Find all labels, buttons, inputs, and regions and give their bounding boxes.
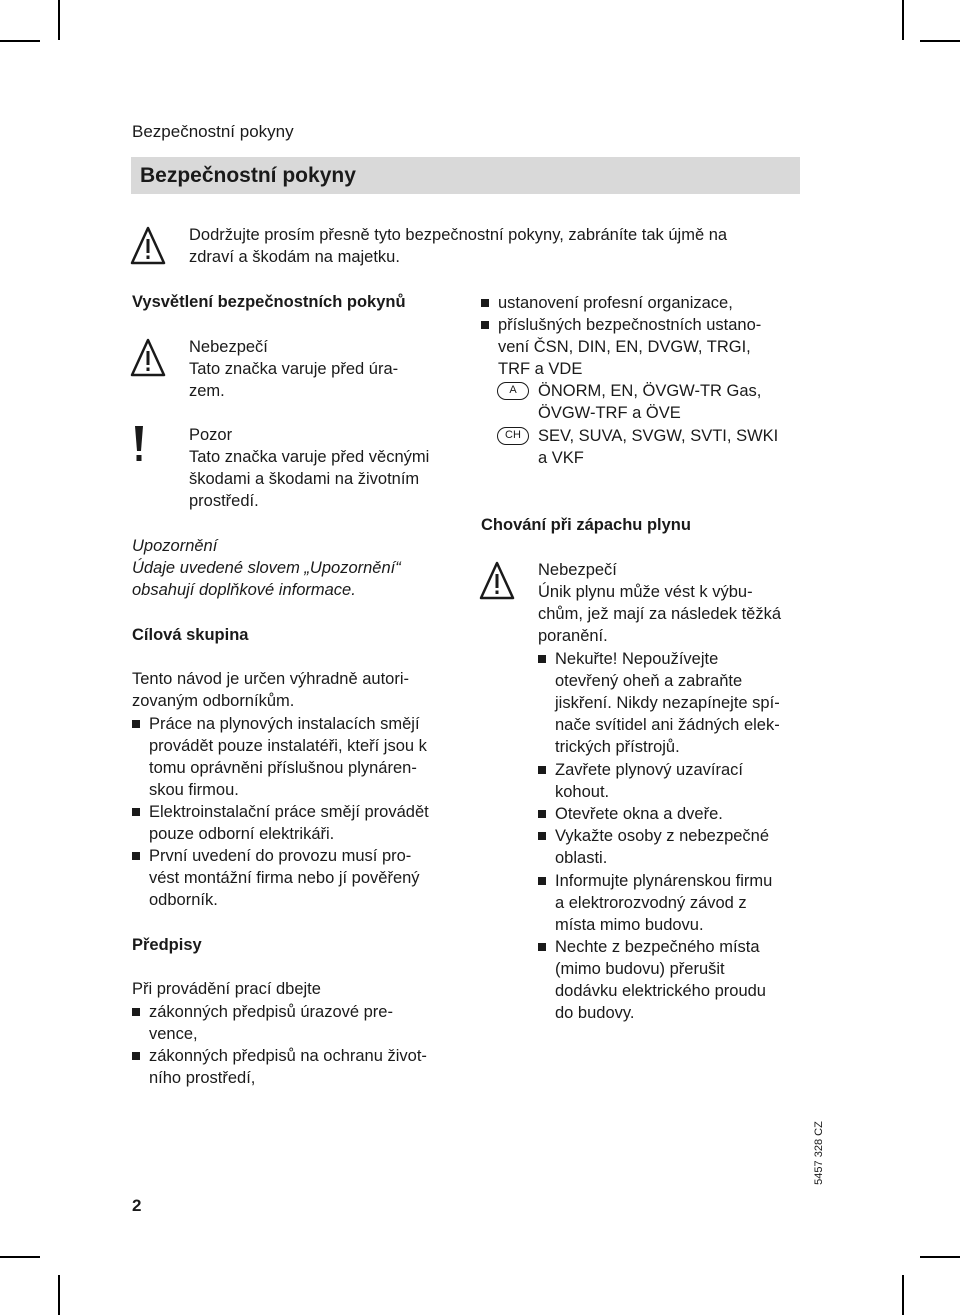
caution-line: Tato značka varuje před věcnými [189, 448, 430, 466]
bullet-square [132, 852, 140, 860]
intro-line: zdraví a škodám na majetku. [189, 248, 400, 266]
bullet-line: TRF a VDE [498, 360, 583, 378]
note-line: Údaje uvedené slovem „Upozornění“ [132, 559, 401, 577]
gas-danger-title: Nebezpečí [538, 561, 617, 579]
bullet-line: ustanovení profesní organizace, [498, 294, 733, 312]
bullet-square [538, 943, 546, 951]
crop-mark-bottom-left-horizontal [0, 1256, 40, 1258]
bullet-line: Vykažte osoby z nebezpečné [555, 827, 770, 845]
bullet-line: pouze odborní elektrikáři. [149, 825, 335, 843]
note-title: Upozornění [132, 537, 218, 555]
bullet-line: otevřený oheň a zabraňte [555, 672, 743, 690]
gas-danger-line: chům, jež mají za následek těžká [538, 605, 782, 623]
intro-line: Dodržujte prosím přesně tyto bezpečnostní pokyny, zabráníte tak újmě na [189, 226, 728, 244]
target-line: zovaným odborníkům. [132, 692, 295, 710]
heading-target-group: Cílová skupina [132, 626, 249, 644]
page-number: 2 [132, 1196, 142, 1215]
bullet-square [538, 655, 546, 663]
danger-title: Nebezpečí [189, 338, 268, 356]
heading-explanation: Vysvětlení bezpečnostních pokynů [132, 293, 406, 311]
country-ch-line: a VKF [538, 449, 584, 467]
title-bar [131, 157, 800, 194]
note-line: obsahují doplňkové informace. [132, 581, 356, 599]
bullet-line: zákonných předpisů úrazové pre- [149, 1003, 393, 1021]
bullet-line: tomu oprávněni příslušnou plynáren- [149, 759, 417, 777]
bullet-square [538, 810, 546, 818]
warning-triangle-icon [130, 226, 166, 266]
bullet-line: Práce na plynových instalacích smějí [149, 715, 420, 733]
danger-triangle-icon [130, 338, 166, 378]
bullet-line: vést montážní firma nebo jí pověřený [149, 869, 420, 887]
bullet-line: Elektroinstalační práce smějí provádět [149, 803, 429, 821]
gas-danger-line: poranění. [538, 627, 608, 645]
crop-mark-top-left-horizontal [0, 40, 40, 42]
caution-line: prostředí. [189, 492, 259, 510]
bullet-line: zákonných předpisů na ochranu život- [149, 1047, 427, 1065]
bullet-square [132, 720, 140, 728]
caution-line: škodami a škodami na životním [189, 470, 420, 488]
bullet-line: (mimo budovu) přerušit [555, 960, 725, 978]
running-header: Bezpečnostní pokyny [132, 122, 294, 141]
bullet-square [538, 877, 546, 885]
bullet-line: provádět pouze instalatéři, kteří jsou k [149, 737, 427, 755]
country-ch-badge [497, 427, 529, 445]
crop-mark-top-right-horizontal [920, 40, 960, 42]
bullet-line: Otevřete okna a dveře. [555, 805, 723, 823]
bullet-line: První uvedení do provozu musí pro- [149, 847, 412, 865]
bullet-line: do budovy. [555, 1004, 635, 1022]
bullet-line: trických přístrojů. [555, 738, 680, 756]
bullet-line: a elektrorozvodný závod z [555, 894, 747, 912]
regs-intro: Při provádění prací dbejte [132, 980, 321, 998]
bullet-line: Informujte plynárenskou firmu [555, 872, 773, 890]
crop-mark-top-left-vertical [58, 0, 60, 40]
bullet-line: vence, [149, 1025, 198, 1043]
crop-mark-bottom-right-horizontal [920, 1256, 960, 1258]
bullet-line: jiskření. Nikdy nezapínejte spí- [555, 694, 780, 712]
exclamation-icon [132, 424, 146, 464]
bullet-square [132, 808, 140, 816]
country-a-line: ÖVGW-TRF a ÖVE [538, 404, 681, 422]
bullet-square [132, 1008, 140, 1016]
bullet-square [481, 299, 489, 307]
bullet-square [538, 766, 546, 774]
bullet-line: příslušných bezpečnostních ustano- [498, 316, 762, 334]
bullet-line: vení ČSN, DIN, EN, DVGW, TRGI, [498, 338, 751, 356]
target-line: Tento návod je určen výhradně autori- [132, 670, 410, 688]
crop-mark-bottom-left-vertical [58, 1275, 60, 1315]
bullet-square [481, 321, 489, 329]
danger-line: Tato značka varuje před úra- [189, 360, 399, 378]
caution-title: Pozor [189, 426, 233, 444]
bullet-line: místa mimo budovu. [555, 916, 704, 934]
danger-line: zem. [189, 382, 225, 400]
bullet-line: Nekuřte! Nepoužívejte [555, 650, 719, 668]
bullet-line: ního prostředí, [149, 1069, 256, 1087]
bullet-line: Nechte z bezpečného místa [555, 938, 760, 956]
country-a-badge [497, 382, 529, 400]
bullet-line: skou firmou. [149, 781, 239, 799]
bullet-line: odborník. [149, 891, 218, 909]
crop-mark-top-right-vertical [902, 0, 904, 40]
doc-code: 5457 328 CZ [813, 1121, 825, 1185]
bullet-line: dodávku elektrického proudu [555, 982, 766, 1000]
heading-regulations: Předpisy [132, 936, 202, 954]
bullet-line: oblasti. [555, 849, 608, 867]
bullet-line: Zavřete plynový uzavírací [555, 761, 743, 779]
heading-gas-smell: Chování při zápachu plynu [481, 516, 691, 534]
crop-mark-bottom-right-vertical [902, 1275, 904, 1315]
bullet-line: nače svítidel ani žádných elek- [555, 716, 780, 734]
country-a-line: ÖNORM, EN, ÖVGW-TR Gas, [538, 382, 762, 400]
bullet-line: kohout. [555, 783, 610, 801]
gas-danger-triangle-icon [479, 561, 515, 601]
country-ch-code: CH [505, 429, 521, 441]
gas-danger-line: Únik plynu může vést k výbu- [538, 583, 753, 601]
page-title: Bezpečnostní pokyny [140, 164, 356, 187]
country-a-code: A [509, 384, 517, 396]
country-ch-line: SEV, SUVA, SVGW, SVTI, SWKI [538, 427, 779, 445]
bullet-square [132, 1052, 140, 1060]
bullet-square [538, 832, 546, 840]
